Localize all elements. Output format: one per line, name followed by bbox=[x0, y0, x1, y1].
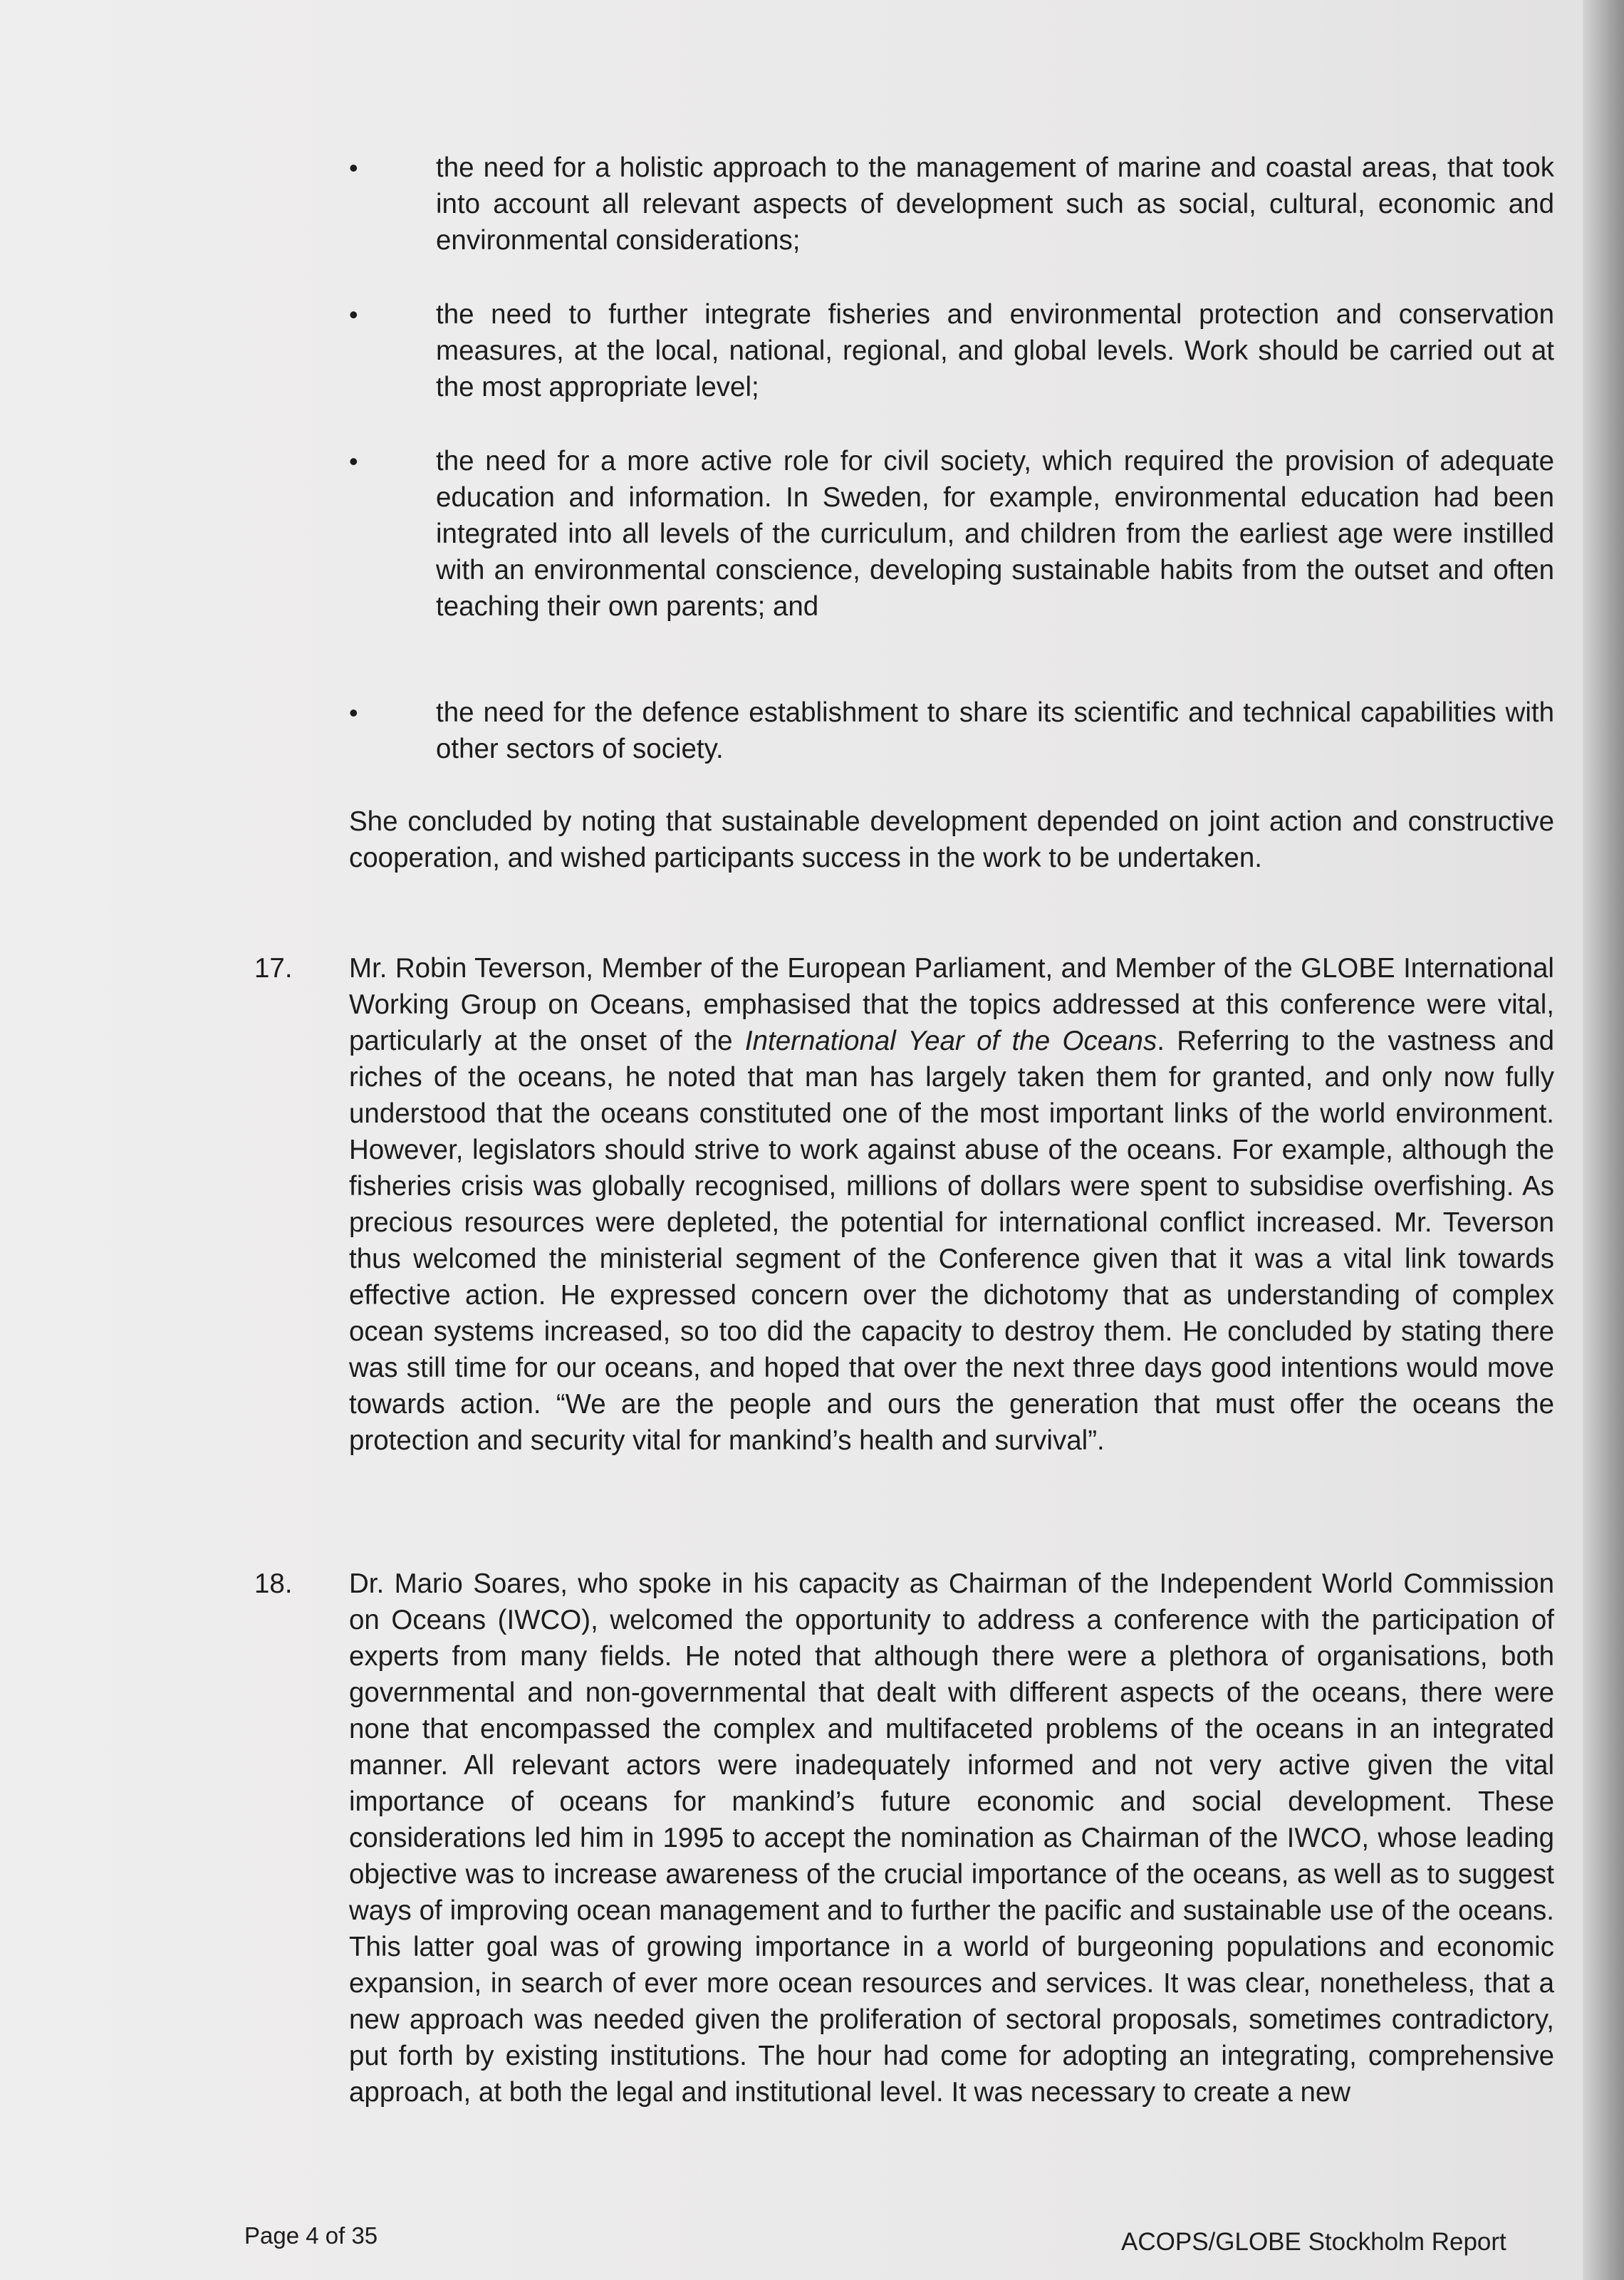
bullet-icon: • bbox=[349, 698, 358, 727]
bullet-icon: • bbox=[349, 447, 358, 476]
paragraph-number: 18. bbox=[254, 1568, 293, 1599]
paragraph-17-text-b: . Referring to the vastness and riches of the oceans, he noted that man has largely taken them for granted, and only now fully understood that the oceans constituted one of the most important links of the world environment. However, legislators should strive to work against abuse of the oceans. For example, although the fisheries crisis was globally recognised, millions of dollars were spent to subsidise overfishing. As precious resources were depleted, the potential for international conflict increased. Mr. Teverson thus welcomed the ministerial segment of the Conference given that it was a vital link towards effective action. He expressed concern over the dichotomy that as understanding of complex ocean systems increased, so too did the capacity to destroy them. He concluded by stating there was still time for our oceans, and hoped that over the next three days good intentions would move towards action. “We are the people and ours the generation that must offer the oceans the protection and security vital for mankind’s health and survival”. bbox=[349, 1026, 1554, 1456]
concluding-paragraph: She concluded by noting that sustainable development depended on joint action and constructive cooperation, and wished participants success in the work to be undertaken. bbox=[349, 806, 1554, 873]
paragraph-17 bbox=[349, 950, 1554, 1459]
page-spine-shadow bbox=[1583, 0, 1624, 2280]
bullet-text: the need for a more active role for civil society, which required the provision of adequate education and information. In Sweden, for example, environmental education had been integrated into all levels of the curriculum, and children from the earliest age were instilled with an environmental conscience, developing sustainable habits from the outset and often teaching their own parents; and bbox=[436, 446, 1554, 622]
footer-report-title: ACOPS/GLOBE Stockholm Report bbox=[1121, 2228, 1506, 2256]
paragraph-18: Dr. Mario Soares, who spoke in his capacity as Chairman of the Independent World Commission on Oceans (IWCO), welcomed the opportunity to address a conference with the participation of experts from many fields. He noted that although there were a plethora of organisations, both governmental and non-governmental that dealt with different aspects of the oceans, there were none that encompassed the complex and multifaceted problems of the oceans in an integrated manner. All relevant actors were inadequately informed and not very active given the vital importance of oceans for mankind’s future economic and social development. These considerations led him in 1995 to accept the nomination as Chairman of the IWCO, whose leading objective was to increase awareness of the crucial importance of the oceans, as well as to suggest ways of improving ocean management and to further the pacific and sustainable use of the oceans. This latter goal was of growing importance in a world of burgeoning populations and economic expansion, in search of ever more ocean resources and services. It was clear, nonetheless, that a new approach was needed given the proliferation of sectoral proposals, sometimes contradictory, put forth by existing institutions. The hour had come for adopting an integrating, comprehensive approach, at both the legal and institutional level. It was necessary to create a new bbox=[349, 1568, 1554, 2108]
bullet-icon: • bbox=[349, 153, 358, 182]
paragraph-number: 17. bbox=[254, 953, 293, 984]
bullet-text: the need for a holistic approach to the management of marine and coastal areas, that took into account all relevant aspects of development such as social, cultural, economic and environmental considerations; bbox=[436, 152, 1554, 256]
bullet-text: the need for the defence establishment to share its scientific and technical capabilities with other sectors of society. bbox=[436, 697, 1554, 764]
paragraph-17-text-a: Mr. Robin Teverson, Member of the European Parliament, and Member of the GLOBE International Working Group on Oceans, emphasised that the topics addressed at this conference were vital, particularly at the onset of the bbox=[349, 953, 1554, 1056]
paragraph-17-italic: International Year of the Oceans bbox=[744, 1026, 1157, 1056]
bullet-text: the need to further integrate fisheries and environmental protection and conservation measures, at the local, national, regional, and global levels. Work should be carried out at the most appropriate level; bbox=[436, 299, 1554, 402]
bullet-icon: • bbox=[349, 300, 358, 329]
footer-page-number: Page 4 of 35 bbox=[244, 2222, 378, 2249]
